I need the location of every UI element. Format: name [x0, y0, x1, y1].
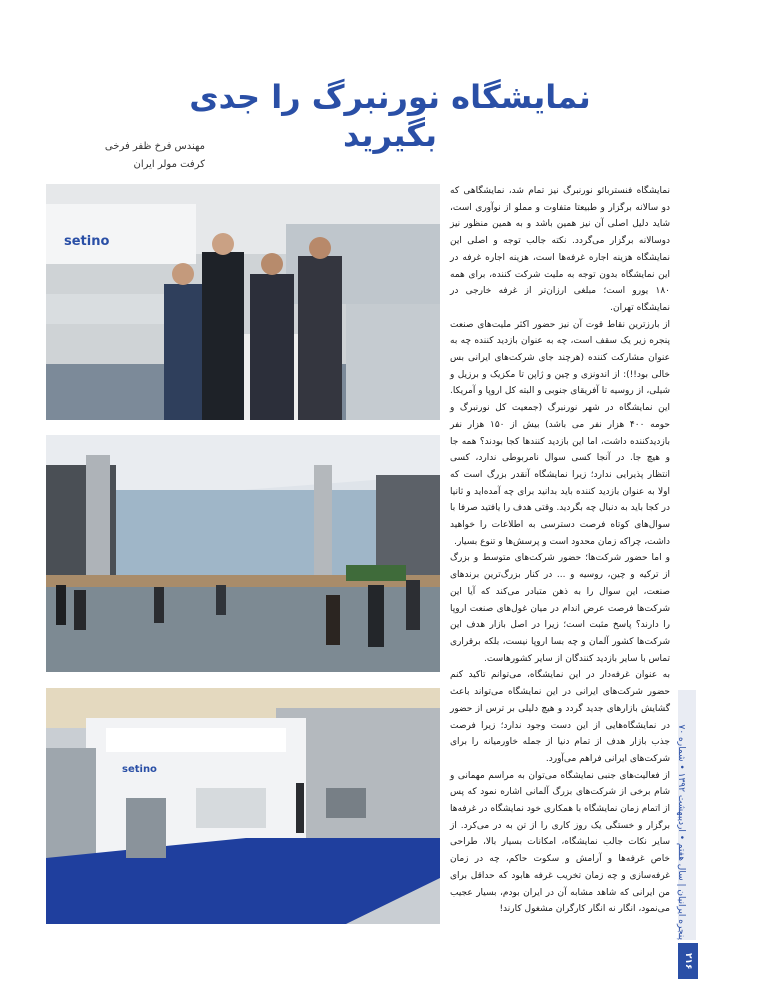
setino-stand-photo — [46, 688, 440, 924]
article-title: نمایشگاه نورنبرگ را جدی بگیرید — [189, 78, 591, 154]
body-paragraph: از بارزترین نقاط قوت آن نیز حضور اکثر ملیت‌های صنعت پنجره زیر یک سقف است، چه به عنوان بازدید کننده چه به عنوان مشارکت کننده (هرچند جای شرکت‌های ایرانی بس خالی بود!!): از اندونزی و چین و ژاپن تا مکزیک و برزیل و شیلی، از روسیه تا آفریقای جنوبی و البته کل اروپا و آمریکا. این نمایشگاه در شهر نورنبرگ (جمعیت کل نورنبرگ و حومه ۴۰۰ هزار نفر می باشد) بیش از ۱۵۰ هزار نفر بازدیدکننده داشت، اما این بازدید کنندها کجا بودند؟ همه جا و هیچ جا. در آنجا کسی سوال نامربوطی ندارد، کسی انتظار پذیرایی ندارد؛ زیرا نمایشگاه آنقدر بزرگ است که اولا به عنوان بازدید کننده باید بدانید برای چه آمده‌اید و ثانیا در کجا باید به دنبال چه بگردید. وقتی هدف را یافتید صرفا با سوال‌های کوتاه فرصت دسترسی به اطلاعات را خواهید داشت، چراکه زمان محدود است و پرسش‌ها و تنوع بسیار. — [450, 319, 670, 547]
author-name: مهندس فرخ ظفر فرخی — [104, 141, 205, 152]
author-block — [45, 138, 205, 174]
article-body — [450, 183, 670, 918]
body-paragraph: نمایشگاه فنستربائو نورنبرگ نیز تمام شد، نمایشگاهی که دو سالانه برگزار و طبیعتا متفاوت و مملو از نوآوری است، شاید دلیل اصلی آن نیز همین باشد و به همین منظور نیز دوسالانه برگزار می‌گردد. نکته جالب توجه و اصلی این نمایشگاه هزینه اجاره غرفه‌ها است، هزینه اجاره غرفه در این نمایشگاه بدون توجه به ملیت شرکت کننده، برای همه ۱۸۰ یورو است؛ مبلغی ارزان‌تر از غرفه خارجی در نمایشگاه تهران. — [450, 186, 670, 313]
body-paragraph: و اما حضور شرکت‌ها؛ حضور شرکت‌های متوسط و بزرگ از ترکیه و چین، روسیه و ... در کنار بزرگ‌ترین برندهای صنعت، این سوال را به ذهن متبادر می‌کند که آیا این شرکت‌ها فرصت عرض اندام در میان غول‌های صنعت اروپا را دارند؟ پاسخ مثبت است؛ زیرا در اصل بازار هدف این شرکت‌ها کشور آلمان و چه بسا اروپا نیست، بلکه برقراری تماس با سایر بازدید کنندگان از سایر کشورهاست. — [450, 553, 670, 664]
author-company: کرفت مولر ایران — [133, 159, 205, 170]
body-paragraph: به عنوان غرفه‌دار در این نمایشگاه، می‌توانم تاکید کنم حضور شرکت‌های ایرانی در این نمایشگاه می‌تواند باعث گشایش بازارهای جدید گردد و هیچ دلیلی بر ترس از حضور در نمایشگاه‌هایی از این دست وجود ندارد؛ زیرا فرصت جذب بازار هدف از تمام دنیا از جمله خاورمیانه را برای شرکت‌های ایرانی فراهم می‌آورد. — [450, 670, 670, 764]
setino-sign: setino — [122, 764, 157, 775]
booth-team-photo — [46, 184, 440, 420]
magazine-issue-info: پنجره ایرانیان | سال هفتم • اردیبهشت ۱۳۹۲ • شماره ۷۰ — [676, 724, 686, 940]
exhibition-hall-photo — [46, 435, 440, 672]
page-number: ۲۱۶ — [678, 943, 698, 979]
body-paragraph: از فعالیت‌های جنبی نمایشگاه می‌توان به مراسم مهمانی و شام برخی از شرکت‌های بزرگ آلمانی اشاره نمود که پس از اتمام زمان نمایشگاه با همکاری خود نمایشگاه در غرفه‌ها برگزار و خستگی یک روز کاری را از تن به در می‌کرد. از سایر نکات جالب نمایشگاه، امکانات بسیار بالا، طراحی خاص غرفه‌ها و آرامش و سکوت حاکم، چه در زمان غرفه‌سازی و چه زمان تخریب غرفه هابود که حداقل برای من ایرانی که شاهد مشابه آن در ایران بودم، بسیار عجیب می‌نمود، انگار نه انگار کارگران مشغول کارند! — [450, 770, 670, 915]
setino-sign: setino — [64, 234, 110, 249]
